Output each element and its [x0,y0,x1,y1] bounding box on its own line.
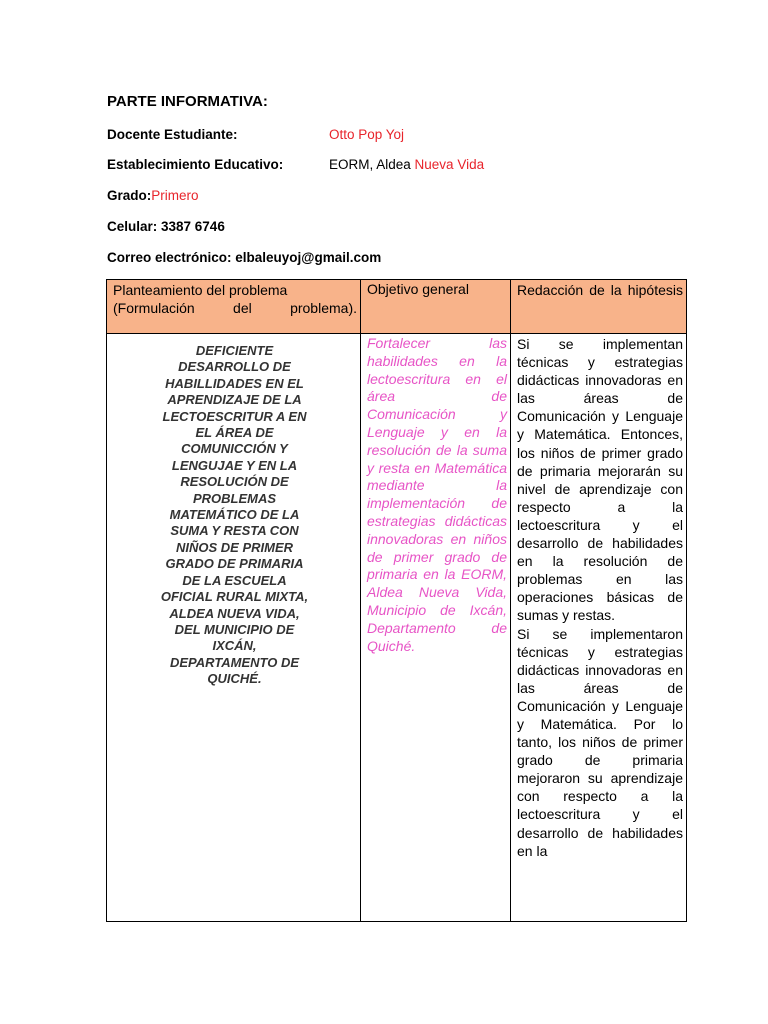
docente-label: Docente Estudiante: [107,127,238,142]
grado-label: Grado: [107,188,152,203]
docente-row [107,127,405,142]
table-row [107,334,687,922]
objective-cell [361,334,511,922]
grado-value: Primero [151,188,199,203]
establecimiento-value [329,157,484,172]
header-problem: Planteamiento del problema (Formulación del problema). [107,280,361,334]
hypothesis-2-text: Si se implementaron técnicas y estrategias didácticas innovadoras en las áreas de Comunicación y Lenguaje y Matemática. Por lo tanto, los niños de primer grado de primaria mejoraron su aprendizaje con respecto a la lectoescritura y el desarrollo de habilidades en la [517,625,683,859]
hypothesis-1-text: Si se implementan técnicas y estrategias didácticas innovadoras en las áreas de Comunicación y Lenguaje y Matemática. Entonces, los niños de primer grado de primaria mejorarán su nivel de aprendizaje con respecto a la lectoescritura y el desarrollo de habilidades en la resolución de problemas en las operaciones básicas de sumas y restas. [517,336,683,624]
research-table [106,279,687,922]
header-objective: Objetivo general [361,280,511,334]
objective-text: Fortalecer las habilidades en la lectoescritura en el área de Comunicación y Lenguaje y en la resolución de la suma y resta en Matemática mediante la implementación de estrategias didácticas innovadoras en niños de primer grado de primaria en la EORM, Aldea Nueva Vida, Municipio de Ixcán, Departamento de Quiché. [367,335,507,654]
correo-label: Correo electrónico: elbaleuyoj@gmail.com [107,250,382,265]
establecimiento-row [107,157,485,172]
establecimiento-label: Establecimiento Educativo: [107,157,284,172]
problem-cell [107,334,361,922]
correo-row [107,250,381,265]
grado-row [107,188,199,203]
celular-label: Celular: 3387 6746 [107,219,225,234]
establecimiento-value-highlight: Nueva Vida [414,157,485,172]
celular-row [107,219,225,234]
establecimiento-value-prefix: EORM, Aldea [329,157,415,172]
section-title: PARTE INFORMATIVA: [107,93,268,110]
header-hypothesis: Redacción de la hipótesis [511,280,687,334]
docente-value: Otto Pop Yoj [329,127,405,142]
problem-text: DEFICIENTE DESARROLLO DE HABILLIDADES EN EL APRENDIZAJE DE LA LECTOESCRITUR A EN EL ÁREA DE COMUNICCIÓN Y LENGUJAE Y EN LA RESOLUCIÓN DE PROBLEMAS MATEMÁTICO DE LA SUMA Y RESTA CON NIÑOS DE PRIMER GRADO DE PRIMARIA DE LA ESCUELA OFICIAL RURAL MIXTA, ALDEA NUEVA VIDA, DEL MUNICIPIO DE IXCÁN, DEPARTAMENTO DE QUICHÉ. [160,343,309,687]
table-header-row [107,280,687,334]
hypothesis-cell [511,334,687,922]
